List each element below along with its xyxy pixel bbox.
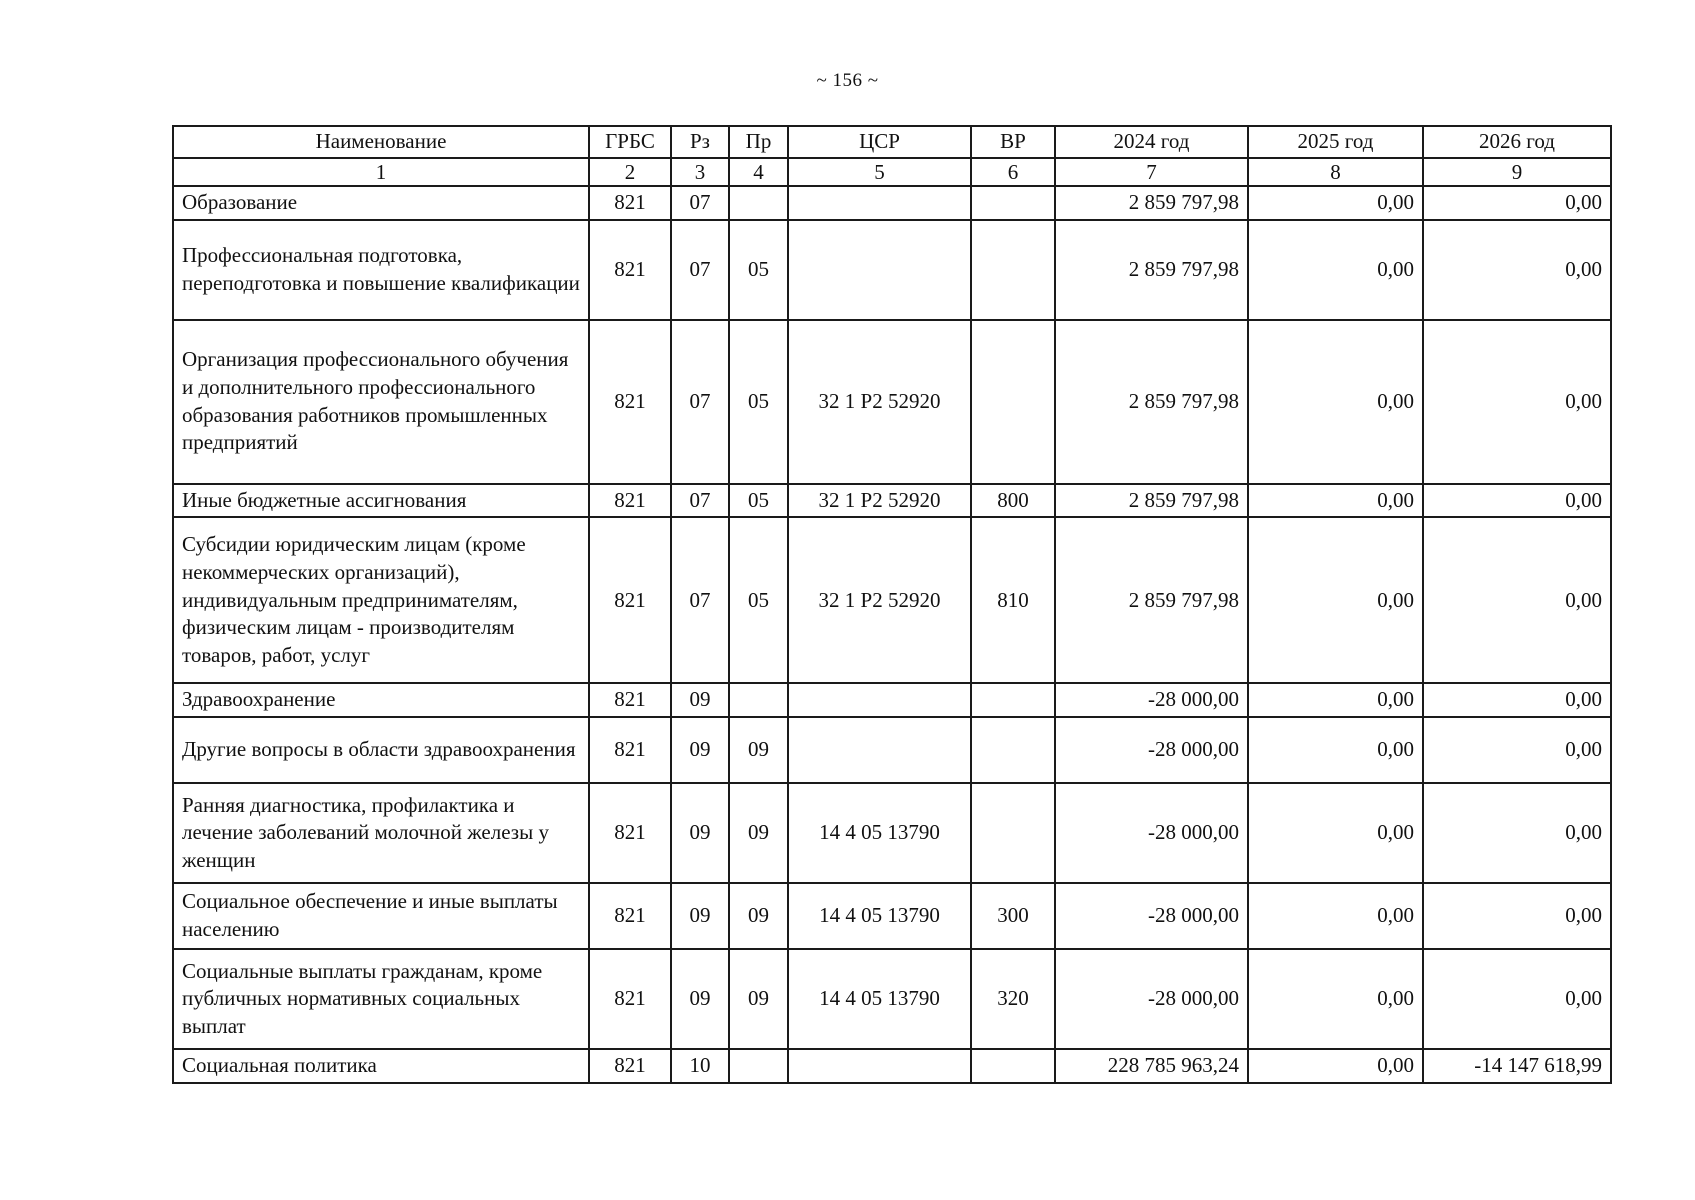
row-pr: 09	[729, 783, 788, 883]
row-vr	[971, 717, 1055, 783]
row-pr: 05	[729, 220, 788, 320]
row-rz: 09	[671, 683, 729, 717]
row-2024: -28 000,00	[1055, 949, 1248, 1049]
row-2026: 0,00	[1423, 783, 1611, 883]
row-vr	[971, 186, 1055, 220]
row-pr: 05	[729, 484, 788, 518]
row-name: Социальная политика	[173, 1049, 589, 1083]
page-number: ~ 156 ~	[816, 70, 879, 91]
row-2024: -28 000,00	[1055, 883, 1248, 949]
row-grbs: 821	[589, 484, 671, 518]
row-2026: 0,00	[1423, 484, 1611, 518]
row-pr: 09	[729, 717, 788, 783]
row-vr	[971, 683, 1055, 717]
row-grbs: 821	[589, 949, 671, 1049]
table-row	[173, 883, 1611, 949]
table-row	[173, 220, 1611, 320]
row-2026: 0,00	[1423, 186, 1611, 220]
row-2025: 0,00	[1248, 320, 1423, 484]
row-pr: 05	[729, 517, 788, 683]
table-row	[173, 1049, 1611, 1083]
row-vr: 320	[971, 949, 1055, 1049]
row-grbs: 821	[589, 683, 671, 717]
row-name: Здравоохранение	[173, 683, 589, 717]
column-number: 1	[173, 158, 589, 186]
row-2024: 2 859 797,98	[1055, 220, 1248, 320]
row-2025: 0,00	[1248, 717, 1423, 783]
row-grbs: 821	[589, 220, 671, 320]
row-name: Социальное обеспечение и иные выплаты населению	[173, 883, 589, 949]
header-row	[173, 126, 1611, 158]
row-name: Иные бюджетные ассигнования	[173, 484, 589, 518]
row-2025: 0,00	[1248, 484, 1423, 518]
row-csr	[788, 186, 971, 220]
row-csr	[788, 220, 971, 320]
row-2024: 2 859 797,98	[1055, 484, 1248, 518]
header-2026: 2026 год	[1423, 126, 1611, 158]
row-2024: 2 859 797,98	[1055, 186, 1248, 220]
row-2024: 2 859 797,98	[1055, 517, 1248, 683]
row-rz: 09	[671, 949, 729, 1049]
row-csr: 32 1 P2 52920	[788, 320, 971, 484]
table-row	[173, 517, 1611, 683]
table-row	[173, 186, 1611, 220]
row-csr: 14 4 05 13790	[788, 883, 971, 949]
row-csr: 14 4 05 13790	[788, 783, 971, 883]
table-row	[173, 949, 1611, 1049]
row-vr: 810	[971, 517, 1055, 683]
column-number: 9	[1423, 158, 1611, 186]
row-csr	[788, 717, 971, 783]
header-2025: 2025 год	[1248, 126, 1423, 158]
row-grbs: 821	[589, 783, 671, 883]
row-pr	[729, 186, 788, 220]
row-2025: 0,00	[1248, 1049, 1423, 1083]
row-vr	[971, 1049, 1055, 1083]
header-vr: ВР	[971, 126, 1055, 158]
row-vr	[971, 220, 1055, 320]
row-name: Субсидии юридическим лицам (кроме некоммерческих организаций), индивидуальным предпринимателям, физическим лицам - производителям товаров, работ, услуг	[173, 517, 589, 683]
row-vr	[971, 320, 1055, 484]
row-vr: 300	[971, 883, 1055, 949]
column-number: 5	[788, 158, 971, 186]
row-vr	[971, 783, 1055, 883]
header-grbs: ГРБС	[589, 126, 671, 158]
row-name: Профессиональная подготовка, переподготовка и повышение квалификации	[173, 220, 589, 320]
header-pr: Пр	[729, 126, 788, 158]
row-2025: 0,00	[1248, 883, 1423, 949]
table-row	[173, 717, 1611, 783]
row-2025: 0,00	[1248, 517, 1423, 683]
row-2026: 0,00	[1423, 517, 1611, 683]
row-2026: 0,00	[1423, 320, 1611, 484]
column-number: 6	[971, 158, 1055, 186]
row-2025: 0,00	[1248, 220, 1423, 320]
row-csr: 32 1 P2 52920	[788, 484, 971, 518]
row-pr: 09	[729, 883, 788, 949]
table-row	[173, 320, 1611, 484]
row-2026: -14 147 618,99	[1423, 1049, 1611, 1083]
header-2024: 2024 год	[1055, 126, 1248, 158]
row-2026: 0,00	[1423, 717, 1611, 783]
column-number: 2	[589, 158, 671, 186]
row-vr: 800	[971, 484, 1055, 518]
row-pr	[729, 683, 788, 717]
row-grbs: 821	[589, 1049, 671, 1083]
header-name: Наименование	[173, 126, 589, 158]
row-csr: 32 1 P2 52920	[788, 517, 971, 683]
row-name: Образование	[173, 186, 589, 220]
row-rz: 09	[671, 717, 729, 783]
column-number: 3	[671, 158, 729, 186]
row-grbs: 821	[589, 186, 671, 220]
row-pr: 05	[729, 320, 788, 484]
row-rz: 07	[671, 220, 729, 320]
row-2025: 0,00	[1248, 949, 1423, 1049]
row-grbs: 821	[589, 517, 671, 683]
row-2024: -28 000,00	[1055, 717, 1248, 783]
row-rz: 10	[671, 1049, 729, 1083]
row-grbs: 821	[589, 320, 671, 484]
row-2024: 2 859 797,98	[1055, 320, 1248, 484]
row-name: Социальные выплаты гражданам, кроме публичных нормативных социальных выплат	[173, 949, 589, 1049]
row-2024: 228 785 963,24	[1055, 1049, 1248, 1083]
row-rz: 09	[671, 783, 729, 883]
budget-table	[172, 125, 1612, 1084]
row-name: Другие вопросы в области здравоохранения	[173, 717, 589, 783]
column-number: 4	[729, 158, 788, 186]
row-csr	[788, 683, 971, 717]
table-row	[173, 683, 1611, 717]
column-number: 8	[1248, 158, 1423, 186]
header-csr: ЦСР	[788, 126, 971, 158]
row-2026: 0,00	[1423, 949, 1611, 1049]
row-pr: 09	[729, 949, 788, 1049]
column-number: 7	[1055, 158, 1248, 186]
table-row	[173, 484, 1611, 518]
row-grbs: 821	[589, 717, 671, 783]
column-number-row	[173, 158, 1611, 186]
row-csr	[788, 1049, 971, 1083]
row-2025: 0,00	[1248, 683, 1423, 717]
row-grbs: 821	[589, 883, 671, 949]
row-name: Ранняя диагностика, профилактика и лечение заболеваний молочной железы у женщин	[173, 783, 589, 883]
header-rz: Рз	[671, 126, 729, 158]
row-2024: -28 000,00	[1055, 683, 1248, 717]
row-2025: 0,00	[1248, 186, 1423, 220]
row-2024: -28 000,00	[1055, 783, 1248, 883]
row-2026: 0,00	[1423, 683, 1611, 717]
row-rz: 07	[671, 320, 729, 484]
row-rz: 07	[671, 517, 729, 683]
row-pr	[729, 1049, 788, 1083]
row-rz: 09	[671, 883, 729, 949]
row-2025: 0,00	[1248, 783, 1423, 883]
table-row	[173, 783, 1611, 883]
row-2026: 0,00	[1423, 220, 1611, 320]
row-rz: 07	[671, 186, 729, 220]
row-rz: 07	[671, 484, 729, 518]
row-2026: 0,00	[1423, 883, 1611, 949]
row-name: Организация профессионального обучения и дополнительного профессионального образования работников промышленных предприятий	[173, 320, 589, 484]
row-csr: 14 4 05 13790	[788, 949, 971, 1049]
